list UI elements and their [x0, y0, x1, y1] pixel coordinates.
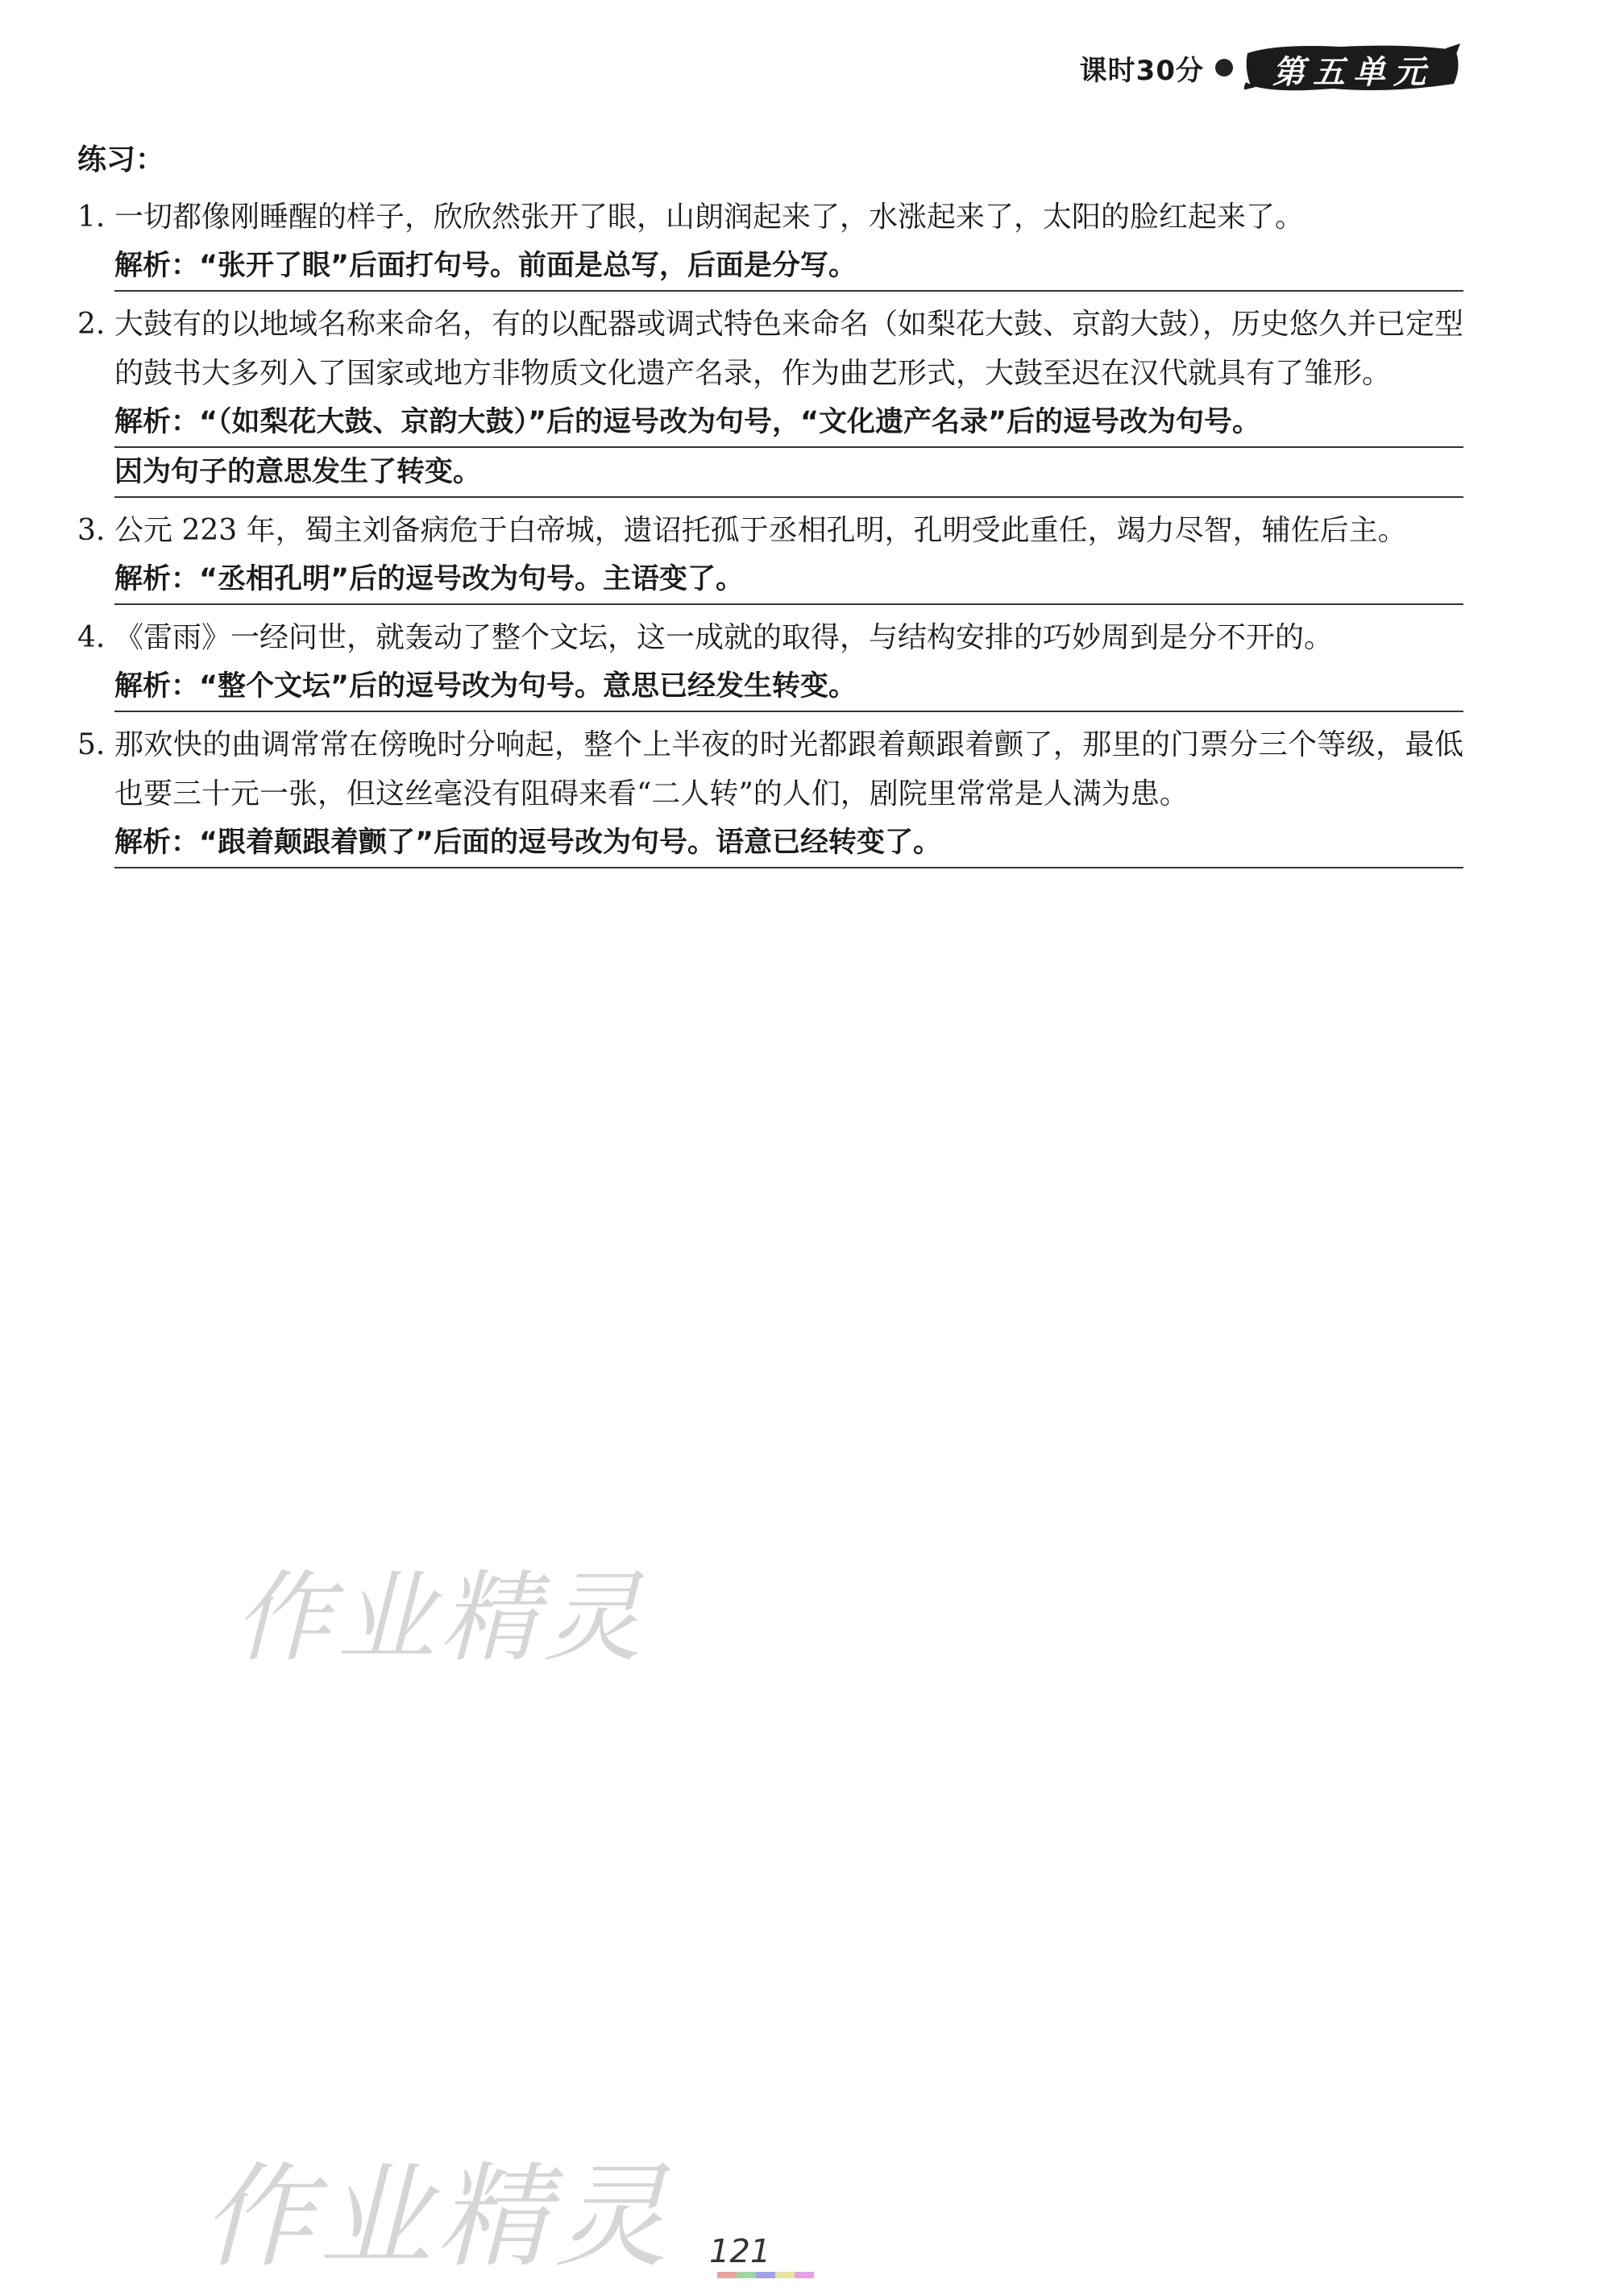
question-item	[77, 300, 1463, 498]
page-header	[1080, 42, 1462, 93]
question-text-block	[77, 506, 1463, 555]
unit-label: 第五单元	[1272, 53, 1434, 91]
page-number-decoration-icon	[717, 2272, 814, 2278]
question-number: 2.	[77, 308, 106, 341]
question-text: 大鼓有的以地域名称来命名，有的以配器或调式特色来命名（如梨花大鼓、京韵大鼓），历史悠久并已定型的鼓书大多列入了国家或地方非物质文化遗产名录，作为曲艺形式，大鼓至迟在汉代就具有了雏形。	[114, 308, 1464, 390]
unit-badge	[1244, 42, 1462, 93]
page-number: 121	[709, 2233, 771, 2270]
section-title: 练习：	[77, 143, 165, 176]
question-text-block	[77, 193, 1463, 242]
exercise-content	[77, 137, 1463, 877]
answer-block	[114, 242, 1463, 292]
answer-line: 解析：“整个文坛”后的逗号改为句号。意思已经发生转变。	[114, 662, 1463, 712]
question-text: 公元 223 年，蜀主刘备病危于白帝城，遗诏托孤于丞相孔明，孔明受此重任，竭力尽智，辅佐后主。	[114, 514, 1407, 547]
answer-block	[114, 555, 1463, 605]
answer-block	[114, 662, 1463, 712]
answer-line: 解析：“丞相孔明”后的逗号改为句号。主语变了。	[114, 555, 1463, 605]
question-text: 那欢快的曲调常常在傍晚时分响起，整个上半夜的时光都跟着颠跟着颤了，那里的门票分三个等级，最低也要三十元一张，但这丝毫没有阻碍来看“二人转”的人们，剧院里常常是人满为患。	[114, 728, 1463, 810]
question-text-block	[77, 613, 1463, 662]
question-item	[77, 720, 1463, 868]
question-item	[77, 613, 1463, 712]
answer-line: 解析：“跟着颠跟着颤了”后面的逗号改为句号。语意已经转变了。	[114, 819, 1463, 868]
question-text: 一切都像刚睡醒的样子，欣欣然张开了眼，山朗润起来了，水涨起来了，太阳的脸红起来了。	[114, 201, 1305, 234]
answer-block	[114, 398, 1463, 498]
question-number: 3.	[77, 514, 106, 547]
question-text-block	[77, 300, 1463, 398]
question-number: 4.	[77, 621, 106, 654]
answer-line: 解析：“张开了眼”后面打句号。前面是总写，后面是分写。	[114, 242, 1463, 292]
bullet-dot-icon	[1215, 59, 1233, 77]
question-text-block	[77, 720, 1463, 819]
watermark: 作业精灵	[201, 2152, 673, 2283]
question-number: 5.	[77, 728, 106, 761]
answer-block	[114, 819, 1463, 868]
lesson-label: 课时30分	[1079, 54, 1204, 87]
question-text: 《雷雨》一经问世，就轰动了整个文坛，这一成就的取得，与结构安排的巧妙周到是分不开的。	[114, 621, 1334, 654]
question-item	[77, 506, 1463, 605]
question-number: 1.	[77, 201, 106, 234]
watermark: 作业精灵	[234, 1560, 646, 1675]
answer-line: 解析：“（如梨花大鼓、京韵大鼓）”后的逗号改为句号，“文化遗产名录”后的逗号改为句号。	[114, 398, 1463, 448]
question-item	[77, 193, 1463, 292]
answer-line: 因为句子的意思发生了转变。	[114, 448, 1463, 498]
